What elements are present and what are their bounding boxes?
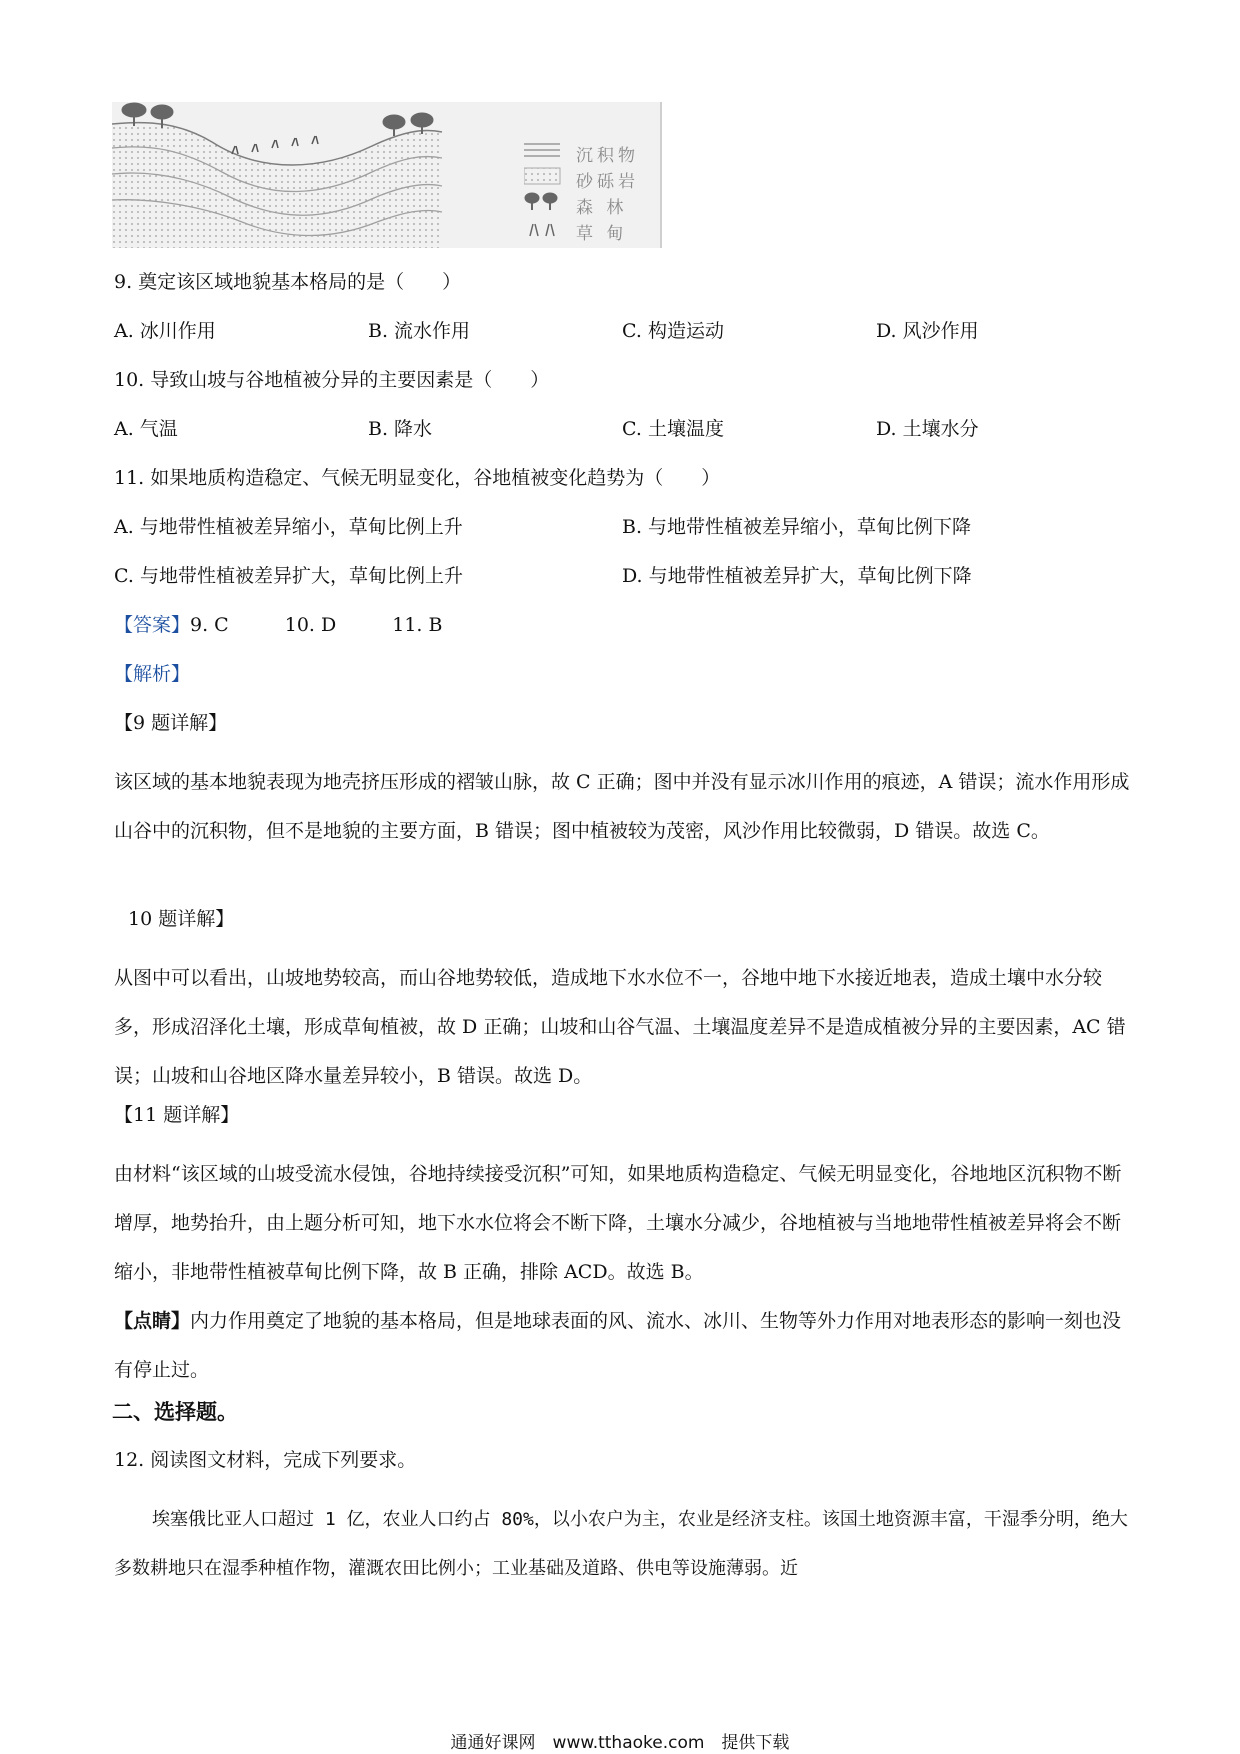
detail-11-text: 由材料“该区域的山坡受流水侵蚀，谷地持续接受沉积”可知，如果地质构造稳定、气候无明显变化，谷地地区沉积物不断增厚，地势抬升，由上题分析可知，地下水水位将会不断下降，土壤水分减少，谷地植被与当地地带性植被差异将会不断缩小，非地带性植被草甸比例下降，故 B 正确，排除 ACD。故选 B。 [114, 1163, 1122, 1283]
answer-label: 【答案】 [114, 614, 191, 636]
detail-10-text: 从图中可以看出，山坡地势较高，而山谷地势较低，造成地下水水位不一，谷地中地下水接近地表，造成土壤中水分较多，形成沼泽化土壤，形成草甸植被，故 D 正确；山坡和山谷气温、土壤温度差异不是造成植被分异的主要因素，AC 错误；山坡和山谷地区降水量差异较小，B 错误。故选 D。 [114, 967, 1126, 1087]
q9-option-d: D. 风沙作用 [876, 320, 979, 342]
page-footer: 通通好课网 www.tthaoke.com 提供下载 [450, 1733, 790, 1753]
question-10-stem: 10. 导致山坡与谷地植被分异的主要因素是（ ） [114, 369, 550, 391]
answer-item: 9. C [190, 614, 229, 636]
q10-option-b: B. 降水 [368, 418, 433, 440]
q11-option-c: C. 与地带性植被差异扩大，草甸比例上升 [114, 565, 463, 587]
legend-label: 森 林 [576, 198, 628, 218]
q9-option-c: C. 构造运动 [622, 320, 724, 342]
sandstone-icon [524, 166, 564, 186]
detail-9-text: 该区域的基本地貌表现为地壳挤压形成的褶皱山脉，故 C 正确；图中并没有显示冰川作用的痕迹，A 错误；流水作用形成山谷中的沉积物，但不是地貌的主要方面，B 错误；图中植被较为茂密，风沙作用比较微弱，D 错误。故选 C。 [114, 771, 1130, 842]
forest-icon [524, 192, 564, 212]
answer-item: 11. B [392, 614, 443, 636]
question-12-material: 埃塞俄比亚人口超过 1 亿，农业人口约占 80%，以小农户为主，农业是经济支柱。该国土地资源丰富，干湿季分明，绝大多数耕地只在湿季种植作物，灌溉农田比例小；工业基础及道路、供电等设施薄弱。近 [114, 1509, 1128, 1579]
question-12-stem: 12. 阅读图文材料，完成下列要求。 [114, 1449, 417, 1471]
q9-option-a: A. 冰川作用 [114, 320, 216, 342]
legend-item [524, 140, 654, 166]
analysis-label: 【解析】 [114, 663, 191, 685]
q11-option-d: D. 与地带性植被差异扩大，草甸比例下降 [622, 565, 972, 587]
q9-option-b: B. 流水作用 [368, 320, 471, 342]
q11-option-b: B. 与地带性植被差异缩小，草甸比例下降 [622, 516, 972, 538]
legend-item [524, 192, 654, 218]
meadow-icon [524, 218, 564, 238]
legend-item [524, 166, 654, 192]
answer-item: 10. D [284, 614, 337, 636]
question-9-stem: 9. 奠定该区域地貌基本格局的是（ ） [114, 271, 462, 293]
pointer-label: 【点睛】 [114, 1310, 191, 1332]
landform-vegetation-figure [112, 102, 662, 248]
detail-10-heading: 10 题详解】 [128, 908, 235, 930]
legend-label: 沉积物 [576, 146, 639, 166]
detail-11-heading: 【11 题详解】 [114, 1104, 240, 1126]
legend-item [524, 218, 654, 244]
q10-option-d: D. 土壤水分 [876, 418, 979, 440]
q10-option-a: A. 气温 [114, 418, 178, 440]
legend-label: 砂砾岩 [576, 172, 639, 192]
pointer-text: 内力作用奠定了地貌的基本格局，但是地球表面的风、流水、冰川、生物等外力作用对地表形态的影响一刻也没有停止过。 [114, 1310, 1122, 1381]
section-title: 二、选择题。 [112, 1400, 238, 1424]
question-11-stem: 11. 如果地质构造稳定、气候无明显变化，谷地植被变化趋势为（ ） [114, 467, 721, 489]
q10-option-c: C. 土壤温度 [622, 418, 724, 440]
pointer-note [114, 1297, 1134, 1395]
answer-line [114, 611, 442, 639]
q11-option-a: A. 与地带性植被差异缩小，草甸比例上升 [114, 516, 463, 538]
meadow-icon [232, 136, 318, 154]
detail-9-heading: 【9 题详解】 [114, 712, 228, 734]
sediment-icon [524, 140, 564, 160]
legend-label: 草 甸 [576, 224, 628, 244]
figure-legend [524, 140, 654, 244]
